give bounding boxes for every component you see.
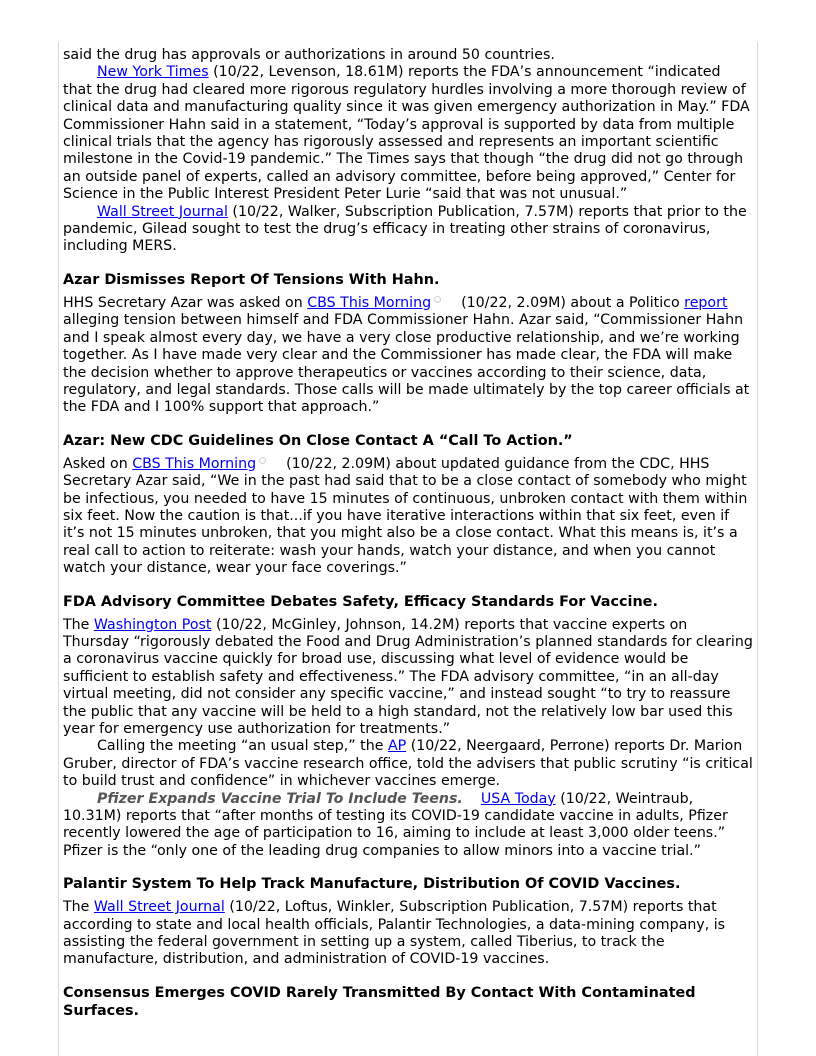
ap-link[interactable]: AP <box>387 738 407 755</box>
wsj-link[interactable]: Wall Street Journal <box>97 203 228 220</box>
article-title: Azar Dismisses Report Of Tensions With Hahn. <box>63 271 440 288</box>
article-body: The Wall Street Journal (10/22, Loftus, Winkler, Subscription Publication, 7.57M) reports that according to state and local health officials, Palantir Technologies, a data-mining company, is assisting the federal government in setting up a system, called Tiberius, to track the manufacture, distribution, and administration of COVID-19 vaccines. <box>63 899 726 968</box>
article-title: Azar: New CDC Guidelines On Close Contact A “Call To Action.” <box>63 432 573 449</box>
article-body: Calling the meeting “an usual step,” the AP (10/22, Neergaard, Perrone) reports Dr. Marion Gruber, director of FDA’s vaccine research office, told the advisers that public scrutiny “is critical to build trust and confidence” in whichever vaccines emerge. <box>63 738 753 790</box>
subheadline: Pfizer Expands Vaccine Trial To Include Teens. <box>97 790 463 807</box>
cbs-link[interactable]: CBS This Morning <box>307 294 432 311</box>
article-palantir <box>63 875 753 969</box>
article-azar-hahn <box>63 271 753 417</box>
intro-paragraph-2: Wall Street Journal (10/22, Walker, Subscription Publication, 7.57M) reports that prior to the pandemic, Gilead sought to test the drug’s efficacy in treating other strains of coronavirus, including MERS. <box>63 203 747 255</box>
article-body: Pfizer Expands Vaccine Trial To Include Teens. USA Today (10/22, Weintraub, 10.31M) reports that “after months of testing its COVID-19 candidate vaccine in adults, Pfizer recently lowered the age of participation to 16, aiming to include at least 3,000 older teens.” Pfizer is the “only one of the leading drug companies to allow minors into a vaccine trial.” <box>63 790 728 859</box>
usa-today-link[interactable]: USA Today <box>480 790 556 807</box>
intro-paragraph-0: said the drug has approvals or authorizations in around 50 countries. <box>63 47 555 63</box>
article-title: Palantir System To Help Track Manufacture, Distribution Of COVID Vaccines. <box>63 876 681 893</box>
wsj-link[interactable]: Wall Street Journal <box>93 899 225 916</box>
video-marker-icon <box>259 457 266 464</box>
washington-post-link[interactable]: Washington Post <box>93 616 212 633</box>
article-fda-advisory <box>63 593 753 861</box>
intro-paragraph-1: New York Times (10/22, Levenson, 18.61M) reports the FDA’s announcement “indicated that the drug had cleared more rigorous regulatory hurdles involving a more thorough review of clinical data and manufacturing quality since it was given emergency authorization in May.” FDA Commissioner Hahn said in a statement, “Today’s approval is supported by data from multiple clinical trials that the agency has rigorously assessed and represents an important scientific milestone in the Covid-19 pandemic.” The Times says that though “the drug did not go through an outside panel of experts, called an advisory committee, before being approved,” Center for Science in the Public Interest President Peter Lurie “said that was not unusual.” <box>63 64 750 203</box>
article-cdc-guidelines <box>63 432 753 578</box>
cbs-link[interactable]: CBS This Morning <box>132 455 257 472</box>
article-body: HHS Secretary Azar was asked on CBS This Morning (10/22, 2.09M) about a Politico report alleging tension between himself and FDA Commissioner Hahn. Azar said, “Commissioner Hahn and I speak almost every day, we have a very close productive relationship, and we’re working together. As I have made very clear and the Commissioner has made clear, the FDA will make the decision whether to approve therapeutics or vaccines according to their science, data, regulatory, and legal standards. Those calls will be made ultimately by the top career officials at the FDA and I 100% support that approach.” <box>63 294 750 416</box>
politico-report-link[interactable]: report <box>684 294 728 311</box>
article-title: Consensus Emerges COVID Rarely Transmitted By Contact With Contaminated Surfaces. <box>63 984 696 1019</box>
article-body: The Washington Post (10/22, McGinley, Johnson, 14.2M) reports that vaccine experts on Thursday “rigorously debated the Food and Drug Administration’s planned standards for clearing a coronavirus vaccine quickly for broad use, discussing what level of evidence would be sufficient to establish safety and effectiveness.” The FDA advisory committee, “in an all-day virtual meeting, did not consider any specific vaccine,” and instead sought “to try to reassure the public that any vaccine will be held to a high standard, not the relatively low bar used this year for emergency use authorization for treatments.” <box>63 616 753 737</box>
article-title: FDA Advisory Committee Debates Safety, Efficacy Standards For Vaccine. <box>63 593 658 610</box>
article-body: Asked on CBS This Morning (10/22, 2.09M) about updated guidance from the CDC, HHS Secretary Azar said, “We in the past had said that to be a close contact of somebody who might be infectious, you needed to have 15 minutes of continuous, unbroken contact with them within six feet. Now the caution is that...if you have iterative interactions within that six feet, even if it’s not 15 minutes unbroken, that you might also be a close contact. What this means is, it’s a real call to action to reiterate: wash your hands, watch your distance, and when you cannot watch your distance, wear your face coverings.” <box>63 455 748 577</box>
article-surfaces <box>63 984 753 1020</box>
video-marker-icon <box>434 296 441 303</box>
nyt-link[interactable]: New York Times <box>97 64 209 81</box>
newsletter-content <box>63 47 753 1026</box>
